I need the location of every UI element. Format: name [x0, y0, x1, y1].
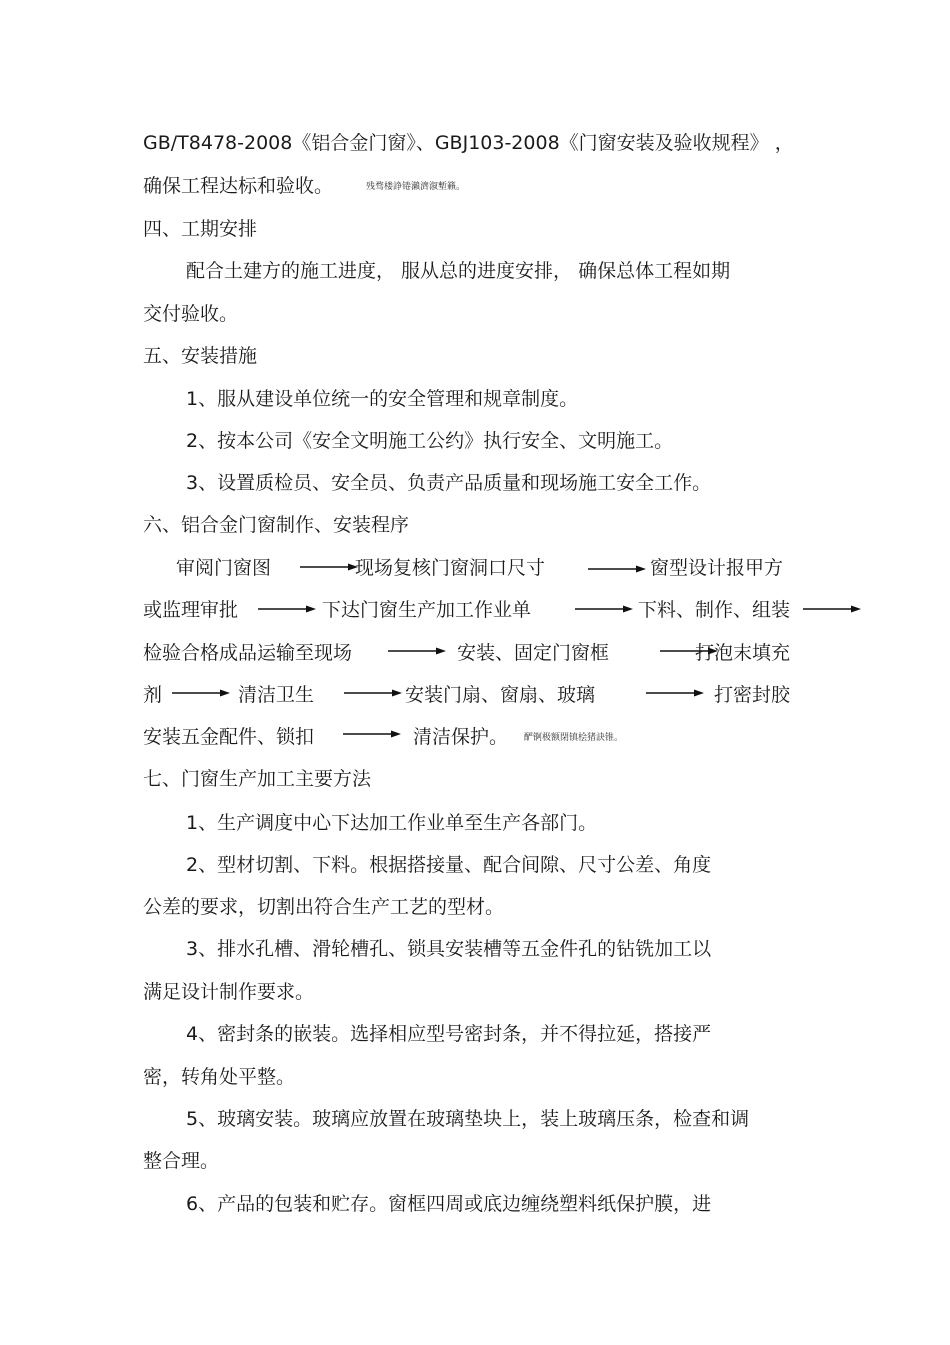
arrow-icon	[300, 562, 358, 572]
section-heading-procedure: 六、铝合金门窗制作、安装程序	[143, 514, 410, 536]
method-item-6-line1: 6、产品的包装和贮存。窗框四周或底边缠绕塑料纸保护膜，进	[186, 1193, 712, 1215]
flow-step-cut-assemble: 下料、制作、组装	[638, 599, 791, 621]
arrow-icon	[172, 688, 230, 698]
method-item-4-line1: 4、密封条的嵌装。选择相应型号密封条，并不得拉延，搭接严	[186, 1023, 712, 1045]
arrow-icon	[803, 604, 861, 614]
safety-item-2: 2、按本公司《安全文明施工公约》执行安全、文明施工。	[186, 430, 674, 452]
flow-step-hardware-locks: 安装五金配件、锁扣	[143, 726, 315, 748]
flow-step-install-frame: 安装、固定门窗框	[457, 642, 610, 664]
method-item-3-line1: 3、排水孔槽、滑轮槽孔、锁具安装槽等五金件孔的钻铣加工以	[186, 938, 712, 960]
arrow-icon	[388, 646, 446, 656]
flow-step-clean: 清洁卫生	[238, 684, 315, 706]
method-item-3-line2: 满足设计制作要求。	[143, 981, 315, 1003]
flow-step-install-sash-glass: 安装门扇、窗扇、玻璃	[405, 684, 596, 706]
safety-item-3: 3、设置质检员、安全员、负责产品质量和现场施工安全工作。	[186, 472, 712, 494]
arrow-icon	[258, 604, 316, 614]
acceptance-line: 确保工程达标和验收。	[143, 175, 334, 197]
arrow-icon	[344, 688, 402, 698]
method-item-4-line2: 密，转角处平整。	[143, 1066, 296, 1088]
flow-step-review-drawings: 审阅门窗图	[176, 557, 272, 579]
flow-step-foam-fill: 打泡末填充	[695, 642, 791, 664]
flow-step-sealant: 打密封胶	[714, 684, 791, 706]
flow-step-agent: 剂	[143, 684, 163, 706]
section-heading-schedule: 四、工期安排	[143, 218, 258, 240]
garbled-note: 酽锕极额閉镇桧猪訣锥。	[524, 733, 624, 743]
section-heading-methods: 七、门窗生产加工主要方法	[143, 768, 372, 790]
method-item-5-line2: 整合理。	[143, 1150, 220, 1172]
flow-step-window-design: 窗型设计报甲方	[650, 557, 784, 579]
method-item-5-line1: 5、玻璃安装。玻璃应放置在玻璃垫块上，装上玻璃压条，检查和调	[186, 1108, 750, 1130]
method-item-1: 1、生产调度中心下达加工作业单至生产各部门。	[186, 812, 598, 834]
flow-step-verify-openings: 现场复核门窗洞口尺寸	[355, 557, 546, 579]
schedule-paragraph-line2: 交付验收。	[143, 303, 239, 325]
section-heading-safety: 五、安装措施	[143, 345, 258, 367]
standards-line: GB/T8478-2008《铝合金门窗》、GBJ103-2008《门窗安装及验收规程》 ，	[143, 132, 794, 154]
flow-step-issue-work-order: 下达门窗生产加工作业单	[322, 599, 532, 621]
flow-step-supervision-approval: 或监理审批	[143, 599, 239, 621]
schedule-paragraph-line1: 配合土建方的施工进度， 服从总的进度安排， 确保总体工程如期	[186, 260, 731, 282]
method-item-2-line2: 公差的要求，切割出符合生产工艺的型材。	[143, 896, 505, 918]
flow-step-inspect-transport: 检验合格成品运输至现场	[143, 642, 353, 664]
arrow-icon	[575, 604, 633, 614]
arrow-icon	[588, 564, 646, 574]
safety-item-1: 1、服从建设单位统一的安全管理和规章制度。	[186, 388, 579, 410]
arrow-icon	[343, 729, 401, 739]
arrow-icon	[646, 688, 704, 698]
garbled-note: 残骛楼諍锩瀨濟溆塹籟。	[366, 182, 466, 192]
method-item-2-line1: 2、型材切割、下料。根据搭接量、配合间隙、尺寸公差、角度	[186, 854, 712, 876]
flow-step-clean-protect: 清洁保护。	[413, 726, 509, 748]
